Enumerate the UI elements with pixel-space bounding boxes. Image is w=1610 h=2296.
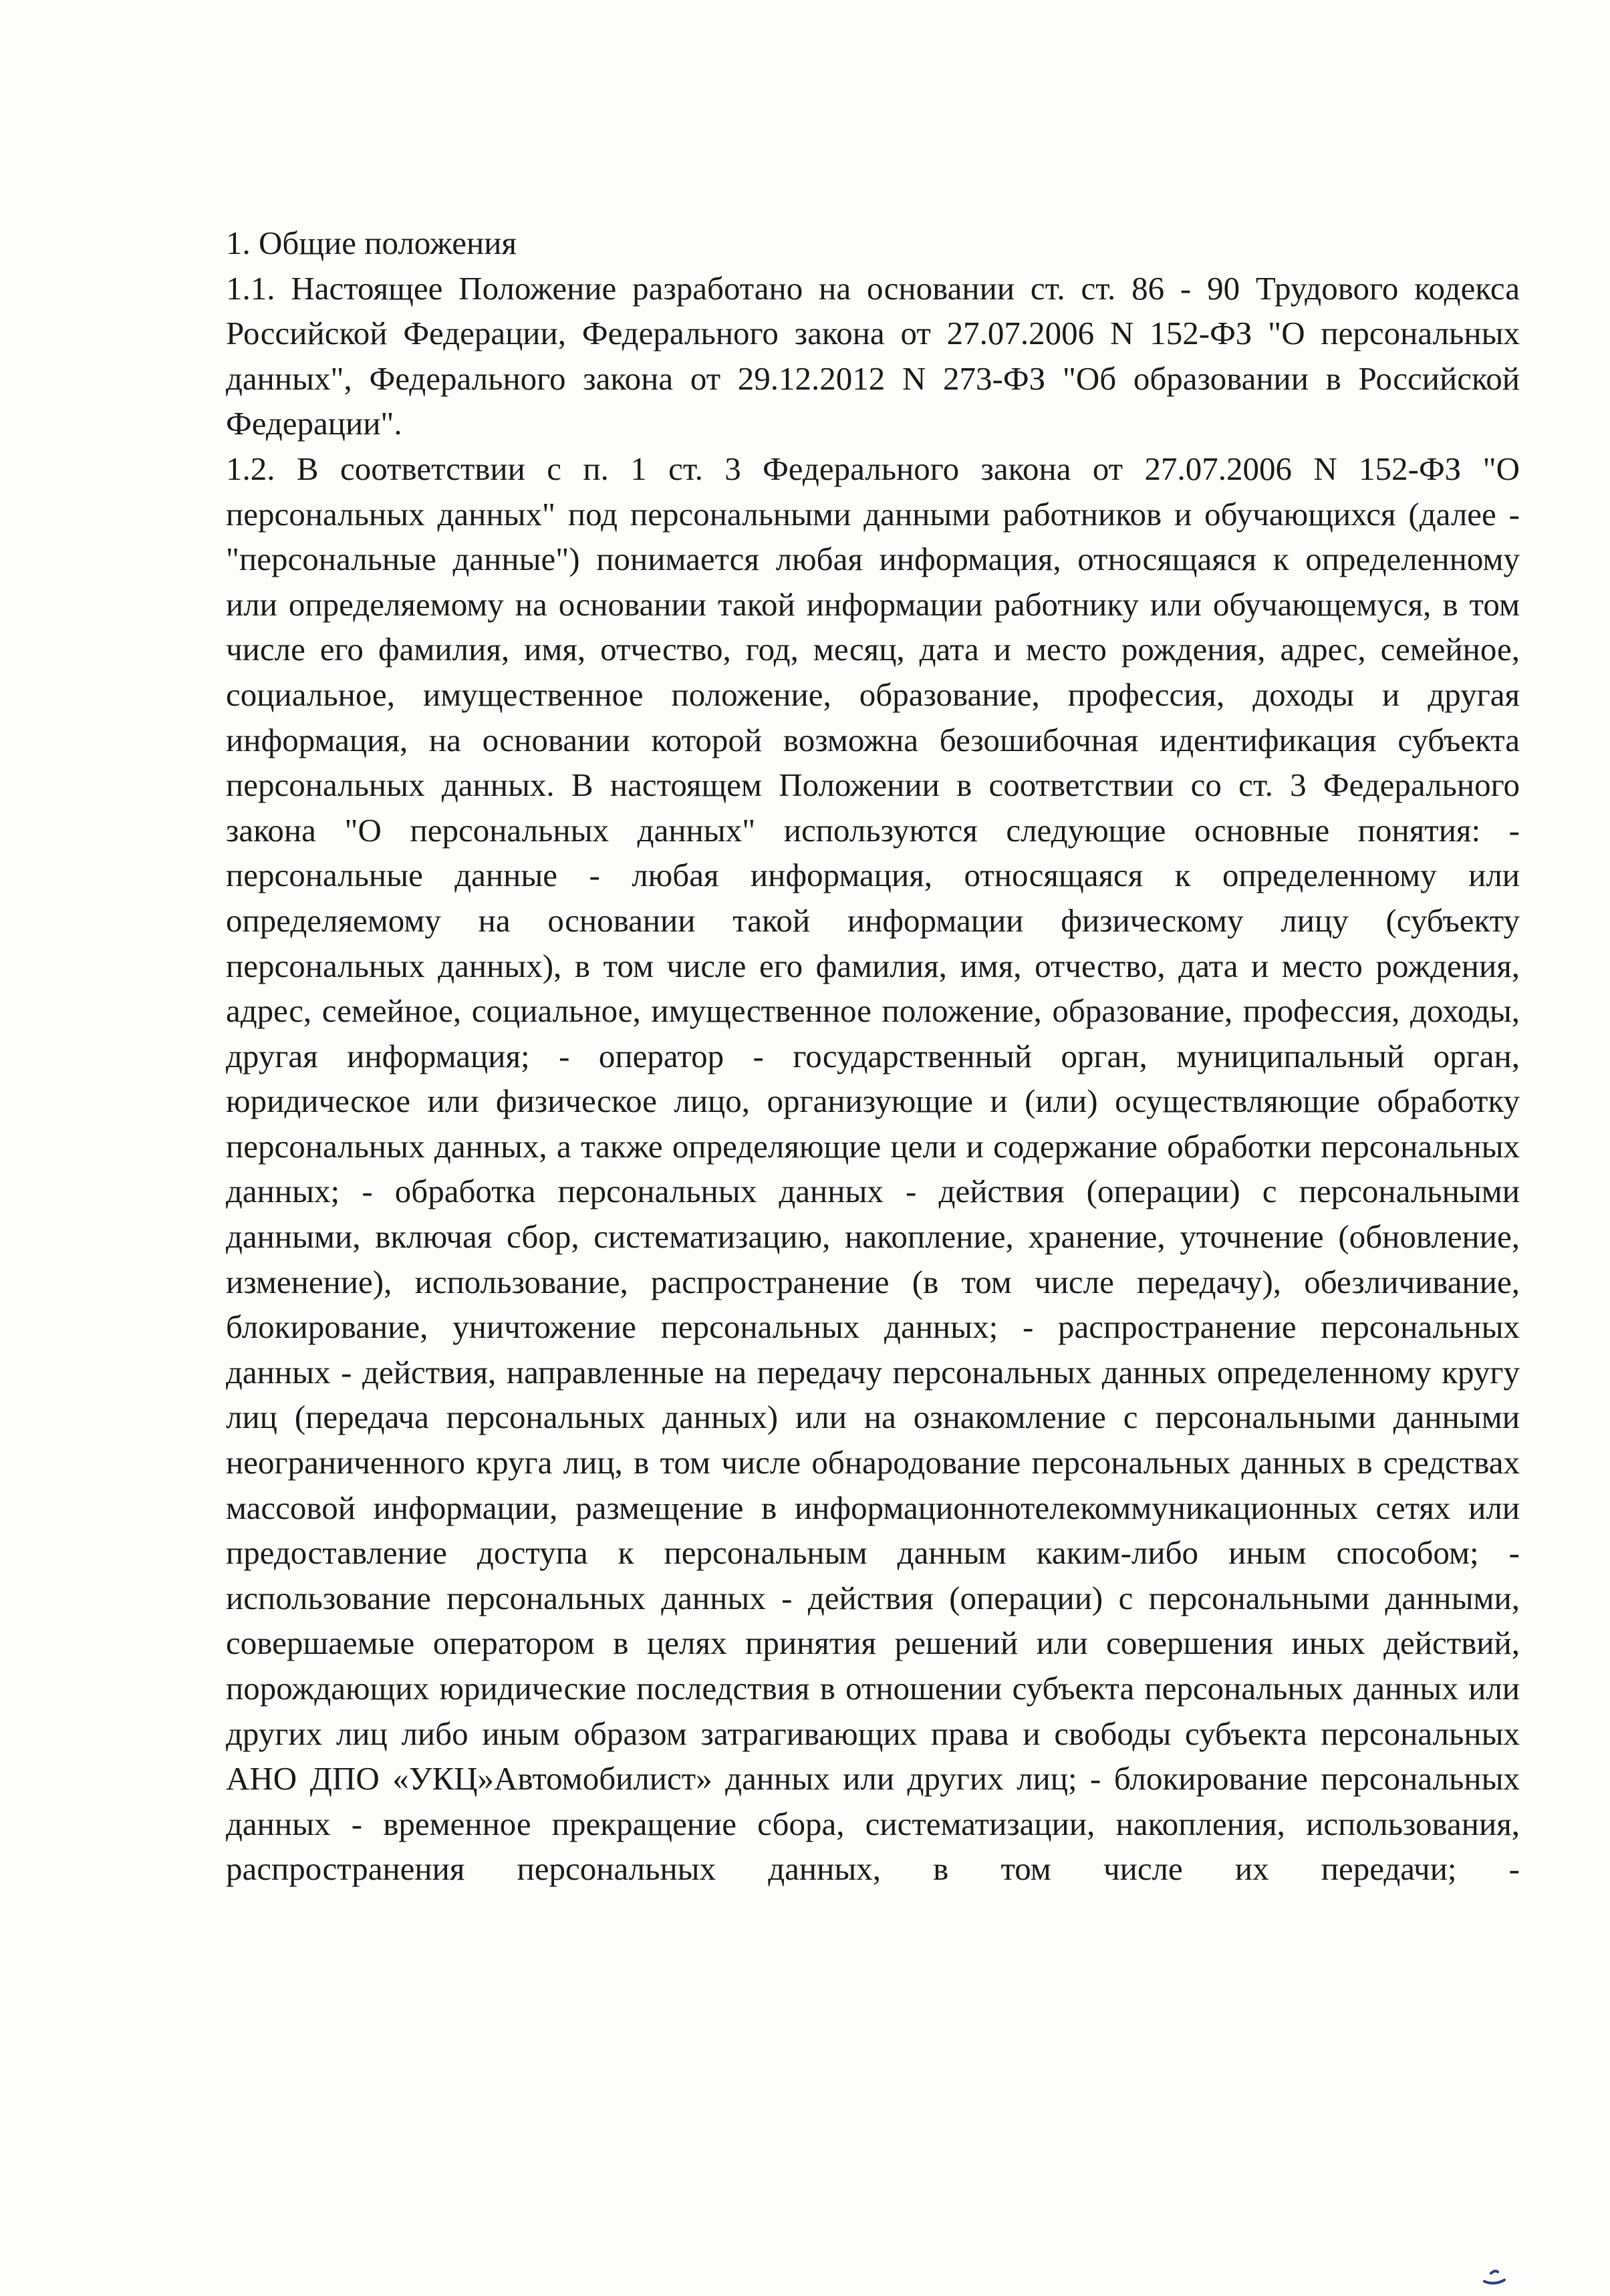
document-body — [226, 221, 1520, 1892]
section-heading: 1. Общие положения — [226, 225, 517, 261]
paragraph-1-1: 1.1. Настоящее Положение разработано на основании ст. ст. 86 - 90 Трудового кодекса Российской Федерации, Федерального закона от 27.07.2006 N 152-ФЗ "О персональных данных", Федерального закона от 29.12.2012 N 273-ФЗ "Об образовании в Российской Федерации". — [226, 269, 1520, 442]
pen-mark-icon — [1480, 2264, 1510, 2287]
paragraph-1-2: 1.2. В соответствии с п. 1 ст. 3 Федерального закона от 27.07.2006 N 152-ФЗ "О персональных данных" под персональными данными работников и обучающихся (далее - "персональные данные") понимается любая информация, относящаяся к определенному или определяемому на основании такой информации работнику или обучающемуся, в том числе его фамилия, имя, отчество, год, месяц, дата и место рождения, адрес, семейное, социальное, имущественное положение, образование, профессия, доходы и другая информация, на основании которой возможна безошибочная идентификация субъекта персональных данных. В настоящем Положении в соответствии со ст. 3 Федерального закона "О персональных данных" используются следующие основные понятия: - персональные данные - любая информация, относящаяся к определенному или определяемому на основании такой информации физическому лицу (субъекту персональных данных), в том числе его фамилия, имя, отчество, дата и место рождения, адрес, семейное, социальное, имущественное положение, образование, профессия, доходы, другая информация; - оператор - государственный орган, муниципальный орган, юридическое или физическое лицо, организующие и (или) осуществляющие обработку персональных данных, а также определяющие цели и содержание обработки персональных данных; - обработка персональных данных - действия (операции) с персональными данными, включая сбор, систематизацию, накопление, хранение, уточнение (обновление, изменение), использование, распространение (в том числе передачу), обезличивание, блокирование, уничтожение персональных данных; - распространение персональных данных - действия, направленные на передачу персональных данных определенному кругу лиц (передача персональных данных) или на ознакомление с персональными данными неограниченного круга лиц, в том числе обнародование персональных данных в средствах массовой информации, размещение в информационнотелекоммуникационных сетях или предоставление доступа к персональным данным каким-либо иным способом; - использование персональных данных - действия (операции) с персональными данными, совершаемые оператором в целях принятия решений или совершения иных действий, порождающих юридические последствия в отношении субъекта персональных данных или других лиц либо иным образом затрагивающих права и свободы субъекта персональных АНО ДПО «УКЦ»Автомобилист» данных или других лиц; - блокирование персональных данных - временное прекращение сбора, систематизации, накопления, использования, распространения персональных данных, в том числе их передачи; - — [226, 450, 1520, 1888]
